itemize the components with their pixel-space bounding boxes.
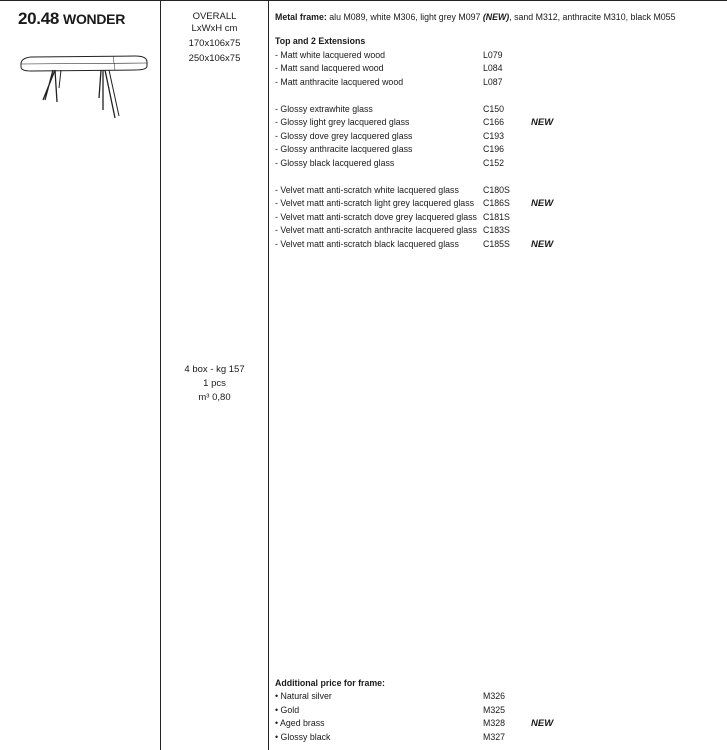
finish-row bbox=[275, 238, 725, 251]
dimension-size: 250x106x75 bbox=[188, 53, 241, 64]
finish-code: M328 bbox=[483, 718, 506, 729]
table-image bbox=[17, 48, 149, 120]
finish-row bbox=[275, 224, 725, 237]
finish-code: C181S bbox=[483, 211, 510, 222]
finish-code: C152 bbox=[483, 157, 505, 168]
dimension-size: 170x106x75 bbox=[188, 38, 241, 49]
new-tag: (NEW) bbox=[482, 12, 510, 22]
finish-code: C193 bbox=[483, 130, 505, 141]
finish-code: M325 bbox=[483, 704, 506, 715]
finish-row bbox=[275, 717, 725, 730]
top-border bbox=[0, 0, 727, 1]
additional-price-block bbox=[275, 677, 725, 744]
finish-row bbox=[275, 103, 725, 116]
finish-row bbox=[275, 197, 725, 210]
finish-desc: - Velvet matt anti-scratch dove grey lacquered glass bbox=[275, 211, 477, 222]
finish-desc: - Velvet matt anti-scratch anthracite lacquered glass bbox=[275, 225, 477, 236]
finish-row bbox=[275, 130, 725, 143]
finish-desc: - Glossy light grey lacquered glass bbox=[275, 117, 410, 128]
finish-row bbox=[275, 211, 725, 224]
new-flag: NEW bbox=[531, 117, 554, 129]
new-flag: NEW bbox=[531, 718, 554, 730]
finish-row bbox=[275, 690, 725, 703]
finish-code: C180S bbox=[483, 184, 510, 195]
finish-desc: - Glossy anthracite lacquered glass bbox=[275, 144, 413, 155]
metal-frame-text: , sand M312, anthracite M310, black M055 bbox=[509, 12, 676, 22]
finish-code: C196 bbox=[483, 144, 505, 155]
finish-desc: - Glossy black lacquered glass bbox=[275, 157, 395, 168]
finish-desc: - Matt anthracite lacquered wood bbox=[275, 76, 404, 87]
metal-frame-label: Metal frame: bbox=[275, 12, 327, 22]
column-divider bbox=[268, 0, 269, 750]
metal-frame-line bbox=[275, 11, 725, 24]
finish-code: C185S bbox=[483, 238, 510, 249]
finish-row bbox=[275, 157, 725, 170]
packaging-pieces: 1 pcs bbox=[203, 378, 226, 389]
finish-code: C183S bbox=[483, 225, 510, 236]
product-title bbox=[18, 9, 125, 29]
finish-code: M326 bbox=[483, 691, 506, 702]
new-flag: NEW bbox=[531, 198, 554, 210]
dimensions-title: OVERALL bbox=[192, 11, 237, 22]
dimensions-block bbox=[161, 11, 268, 65]
finish-code: L079 bbox=[483, 49, 503, 60]
finish-row bbox=[275, 704, 725, 717]
finish-desc: - Matt sand lacquered wood bbox=[275, 63, 384, 74]
finish-code: L087 bbox=[483, 76, 503, 87]
finish-desc: • Gold bbox=[275, 704, 300, 715]
finish-code: M327 bbox=[483, 731, 506, 742]
finish-row bbox=[275, 49, 725, 62]
finishes-block bbox=[275, 11, 725, 251]
finish-row bbox=[275, 731, 725, 744]
finish-desc: - Velvet matt anti-scratch light grey lacquered glass bbox=[275, 198, 474, 209]
metal-frame-text: alu M089, white M306, light grey M097 bbox=[326, 12, 483, 22]
finish-code: C150 bbox=[483, 103, 505, 114]
finish-code: C186S bbox=[483, 198, 510, 209]
finish-row bbox=[275, 76, 725, 89]
finish-desc: - Glossy extrawhite glass bbox=[275, 103, 373, 114]
finish-desc: - Velvet matt anti-scratch black lacquered glass bbox=[275, 238, 459, 249]
product-name: WONDER bbox=[63, 11, 126, 27]
finish-desc: • Aged brass bbox=[275, 718, 325, 729]
section-title: Additional price for frame: bbox=[275, 678, 385, 688]
finish-row bbox=[275, 184, 725, 197]
section-title: Top and 2 Extensions bbox=[275, 36, 366, 47]
dimensions-unit: LxWxH cm bbox=[191, 23, 238, 34]
finish-desc: • Glossy black bbox=[275, 731, 331, 742]
packaging-boxes: 4 box - kg 157 bbox=[184, 364, 245, 375]
new-flag: NEW bbox=[531, 238, 554, 250]
finish-desc: - Velvet matt anti-scratch white lacquered glass bbox=[275, 184, 459, 195]
product-number: 20.48 bbox=[18, 9, 60, 28]
finish-row bbox=[275, 62, 725, 75]
finish-code: L084 bbox=[483, 63, 503, 74]
finish-desc: - Glossy dove grey lacquered glass bbox=[275, 130, 413, 141]
finish-desc: - Matt white lacquered wood bbox=[275, 49, 386, 60]
finish-code: C166 bbox=[483, 117, 505, 128]
finish-desc: • Natural silver bbox=[275, 691, 332, 702]
finish-row bbox=[275, 143, 725, 156]
packaging-volume: m³ 0,80 bbox=[198, 392, 231, 403]
finish-row bbox=[275, 116, 725, 129]
packaging-block bbox=[161, 363, 268, 405]
